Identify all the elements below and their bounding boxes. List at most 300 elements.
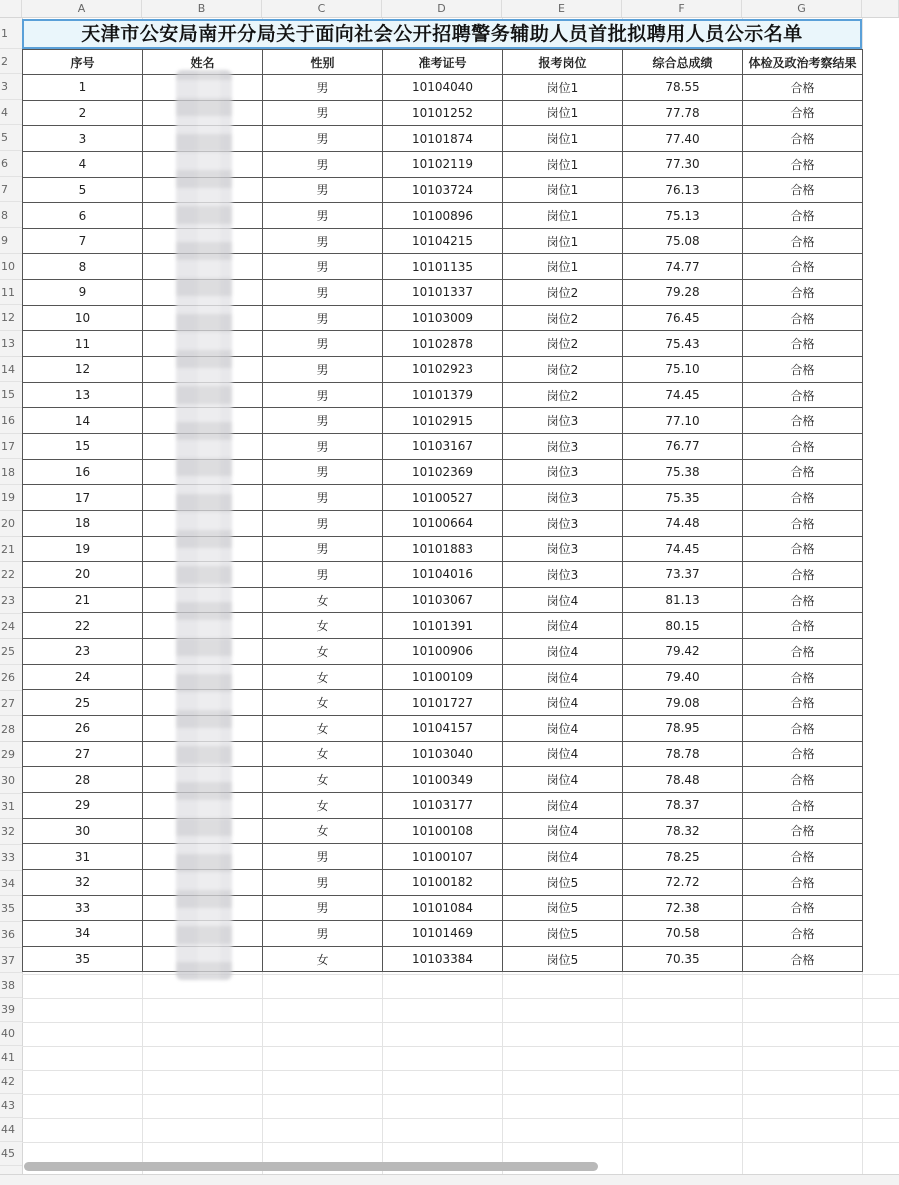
table-cell[interactable]: 72.38: [623, 895, 743, 921]
table-cell[interactable]: 合格: [743, 844, 863, 870]
table-cell[interactable]: 合格: [743, 536, 863, 562]
table-cell[interactable]: 岗位4: [503, 716, 623, 742]
row-header-bar: [0, 18, 23, 1184]
table-cell[interactable]: 77.78: [623, 100, 743, 126]
table-cell[interactable]: 10101391: [383, 613, 503, 639]
column-header-d[interactable]: D: [382, 0, 502, 17]
table-cell[interactable]: 岗位4: [503, 587, 623, 613]
table-cell[interactable]: 岗位3: [503, 510, 623, 536]
table-cell[interactable]: 合格: [743, 639, 863, 665]
table-cell[interactable]: 合格: [743, 716, 863, 742]
grid-row-line: [22, 1046, 899, 1047]
table-cell[interactable]: 10: [23, 305, 143, 331]
table-cell[interactable]: 岗位3: [503, 408, 623, 434]
table-cell[interactable]: 男: [263, 331, 383, 357]
table-cell[interactable]: 岗位3: [503, 485, 623, 511]
table-cell[interactable]: 合格: [743, 587, 863, 613]
table-cell[interactable]: 男: [263, 485, 383, 511]
row-header-23[interactable]: 23: [0, 588, 22, 614]
header-cell[interactable]: 准考证号: [383, 50, 503, 75]
table-cell[interactable]: 18: [23, 510, 143, 536]
row-header-18[interactable]: 18: [0, 460, 22, 486]
table-cell[interactable]: 男: [263, 75, 383, 101]
table-cell[interactable]: 合格: [743, 228, 863, 254]
row-header-1[interactable]: 1: [0, 18, 22, 49]
table-row: [23, 408, 863, 434]
table-cell[interactable]: 75.38: [623, 459, 743, 485]
table-row: [23, 587, 863, 613]
table-cell[interactable]: 合格: [743, 75, 863, 101]
table-cell[interactable]: 75.35: [623, 485, 743, 511]
table-cell[interactable]: 10102369: [383, 459, 503, 485]
table-cell[interactable]: 3: [23, 126, 143, 152]
table-cell[interactable]: 30: [23, 818, 143, 844]
table-cell[interactable]: 合格: [743, 767, 863, 793]
table-cell[interactable]: 岗位2: [503, 305, 623, 331]
row-header-45[interactable]: 45: [0, 1142, 22, 1166]
table-cell[interactable]: 26: [23, 716, 143, 742]
table-cell[interactable]: 10103384: [383, 946, 503, 972]
table-cell[interactable]: 75.13: [623, 203, 743, 229]
column-header-next[interactable]: [862, 0, 899, 17]
table-cell[interactable]: 女: [263, 664, 383, 690]
row-header-12[interactable]: 12: [0, 305, 22, 331]
row-header-43[interactable]: 43: [0, 1094, 22, 1118]
table-cell[interactable]: 岗位4: [503, 741, 623, 767]
table-row: [23, 536, 863, 562]
table-cell[interactable]: 男: [263, 280, 383, 306]
horizontal-scrollbar[interactable]: [24, 1162, 598, 1171]
grid-row-line: [22, 1094, 899, 1095]
table-cell[interactable]: 10101883: [383, 536, 503, 562]
table-cell[interactable]: 合格: [743, 100, 863, 126]
row-header-34[interactable]: 34: [0, 871, 22, 897]
table-cell[interactable]: 男: [263, 433, 383, 459]
table-cell[interactable]: 75.10: [623, 357, 743, 383]
table-cell[interactable]: 10103177: [383, 792, 503, 818]
row-header-22[interactable]: 22: [0, 562, 22, 588]
table-cell[interactable]: 10101252: [383, 100, 503, 126]
row-header-3[interactable]: 3: [0, 74, 22, 100]
table-cell[interactable]: 合格: [743, 382, 863, 408]
table-row: [23, 690, 863, 716]
row-header-26[interactable]: 26: [0, 665, 22, 691]
table-cell[interactable]: 10103009: [383, 305, 503, 331]
table-cell[interactable]: 合格: [743, 664, 863, 690]
table-cell[interactable]: 10102923: [383, 357, 503, 383]
table-cell[interactable]: 76.77: [623, 433, 743, 459]
table-row: [23, 254, 863, 280]
row-header-35[interactable]: 35: [0, 896, 22, 922]
table-row: [23, 844, 863, 870]
row-header-7[interactable]: 7: [0, 177, 22, 203]
table-cell[interactable]: 男: [263, 459, 383, 485]
row-header-39[interactable]: 39: [0, 998, 22, 1022]
row-header-10[interactable]: 10: [0, 254, 22, 280]
table-cell[interactable]: 合格: [743, 177, 863, 203]
table-cell[interactable]: 男: [263, 408, 383, 434]
table-cell[interactable]: 10103724: [383, 177, 503, 203]
table-cell[interactable]: 合格: [743, 510, 863, 536]
header-cell[interactable]: 姓名: [143, 50, 263, 75]
row-header-25[interactable]: 25: [0, 639, 22, 665]
table-cell[interactable]: 76.13: [623, 177, 743, 203]
table-cell[interactable]: 78.32: [623, 818, 743, 844]
table-cell[interactable]: 78.37: [623, 792, 743, 818]
table-cell[interactable]: 男: [263, 844, 383, 870]
table-cell[interactable]: 合格: [743, 151, 863, 177]
table-cell[interactable]: 75.08: [623, 228, 743, 254]
row-header-36[interactable]: 36: [0, 922, 22, 948]
table-cell[interactable]: 男: [263, 921, 383, 947]
table-cell[interactable]: 10101135: [383, 254, 503, 280]
table-row: [23, 177, 863, 203]
table-cell[interactable]: 男: [263, 254, 383, 280]
table-cell[interactable]: 80.15: [623, 613, 743, 639]
row-header-11[interactable]: 11: [0, 280, 22, 306]
column-header-g[interactable]: G: [742, 0, 862, 17]
table-cell[interactable]: 女: [263, 690, 383, 716]
row-header-16[interactable]: 16: [0, 408, 22, 434]
table-row: [23, 331, 863, 357]
row-header-40[interactable]: 40: [0, 1022, 22, 1046]
table-cell[interactable]: 女: [263, 818, 383, 844]
table-row: [23, 100, 863, 126]
table-cell[interactable]: 10101874: [383, 126, 503, 152]
header-cell[interactable]: 报考岗位: [503, 50, 623, 75]
row-header-29[interactable]: 29: [0, 742, 22, 768]
row-header-44[interactable]: 44: [0, 1118, 22, 1142]
table-cell[interactable]: 79.40: [623, 664, 743, 690]
row-header-8[interactable]: 8: [0, 203, 22, 229]
row-header-37[interactable]: 37: [0, 948, 22, 974]
row-header-27[interactable]: 27: [0, 691, 22, 717]
table-cell[interactable]: 22: [23, 613, 143, 639]
table-cell[interactable]: 10100664: [383, 510, 503, 536]
table-cell[interactable]: 10103167: [383, 433, 503, 459]
row-header-33[interactable]: 33: [0, 845, 22, 871]
table-cell[interactable]: 岗位4: [503, 844, 623, 870]
table-cell[interactable]: 20: [23, 562, 143, 588]
table-cell[interactable]: 岗位3: [503, 562, 623, 588]
grid-row-line: [22, 998, 899, 999]
table-cell[interactable]: 25: [23, 690, 143, 716]
table-cell[interactable]: 合格: [743, 741, 863, 767]
table-cell[interactable]: 合格: [743, 433, 863, 459]
table-cell[interactable]: 合格: [743, 408, 863, 434]
row-header-32[interactable]: 32: [0, 819, 22, 845]
table-cell[interactable]: 岗位4: [503, 690, 623, 716]
table-cell[interactable]: 岗位3: [503, 433, 623, 459]
table-row: [23, 305, 863, 331]
table-cell[interactable]: 合格: [743, 485, 863, 511]
table-cell[interactable]: 合格: [743, 357, 863, 383]
table-row: [23, 869, 863, 895]
table-row: [23, 280, 863, 306]
table-cell[interactable]: 岗位5: [503, 946, 623, 972]
table-cell[interactable]: 岗位1: [503, 151, 623, 177]
table-cell[interactable]: 34: [23, 921, 143, 947]
table-cell[interactable]: 男: [263, 869, 383, 895]
column-header-c[interactable]: C: [262, 0, 382, 17]
table-cell[interactable]: 10100896: [383, 203, 503, 229]
row-header-42[interactable]: 42: [0, 1070, 22, 1094]
table-cell[interactable]: 1: [23, 75, 143, 101]
table-cell[interactable]: 74.45: [623, 382, 743, 408]
table-cell[interactable]: 岗位5: [503, 921, 623, 947]
table-cell[interactable]: 5: [23, 177, 143, 203]
table-cell[interactable]: 合格: [743, 203, 863, 229]
table-cell[interactable]: 12: [23, 357, 143, 383]
table-cell[interactable]: 岗位2: [503, 382, 623, 408]
header-cell[interactable]: 综合总成绩: [623, 50, 743, 75]
row-header-14[interactable]: 14: [0, 357, 22, 383]
table-cell[interactable]: 79.42: [623, 639, 743, 665]
table-cell[interactable]: 27: [23, 741, 143, 767]
table-cell[interactable]: 10100108: [383, 818, 503, 844]
column-header-a[interactable]: A: [22, 0, 142, 17]
table-cell[interactable]: 岗位1: [503, 203, 623, 229]
row-header-9[interactable]: 9: [0, 228, 22, 254]
table-cell[interactable]: 75.43: [623, 331, 743, 357]
table-cell[interactable]: 33: [23, 895, 143, 921]
table-cell[interactable]: 男: [263, 510, 383, 536]
row-header-17[interactable]: 17: [0, 434, 22, 460]
table-row: [23, 792, 863, 818]
table-cell[interactable]: 28: [23, 767, 143, 793]
table-cell[interactable]: 72.72: [623, 869, 743, 895]
table-cell[interactable]: 10104040: [383, 75, 503, 101]
table-cell[interactable]: 合格: [743, 613, 863, 639]
table-cell[interactable]: 女: [263, 587, 383, 613]
row-header-13[interactable]: 13: [0, 331, 22, 357]
row-header-2[interactable]: 2: [0, 49, 22, 74]
table-cell[interactable]: 79.08: [623, 690, 743, 716]
row-header-41[interactable]: 41: [0, 1046, 22, 1070]
table-cell[interactable]: 16: [23, 459, 143, 485]
table-cell[interactable]: 35: [23, 946, 143, 972]
table-cell[interactable]: 23: [23, 639, 143, 665]
table-cell[interactable]: 29: [23, 792, 143, 818]
table-cell[interactable]: 76.45: [623, 305, 743, 331]
table-cell[interactable]: 10104215: [383, 228, 503, 254]
row-header-19[interactable]: 19: [0, 485, 22, 511]
column-header-f[interactable]: F: [622, 0, 742, 17]
table-cell[interactable]: 77.40: [623, 126, 743, 152]
table-cell[interactable]: 73.37: [623, 562, 743, 588]
table-cell[interactable]: 女: [263, 639, 383, 665]
table-cell[interactable]: 岗位1: [503, 177, 623, 203]
table-cell[interactable]: 15: [23, 433, 143, 459]
table-cell[interactable]: 岗位1: [503, 126, 623, 152]
table-cell[interactable]: 21: [23, 587, 143, 613]
table-cell[interactable]: 男: [263, 357, 383, 383]
table-cell[interactable]: 10101379: [383, 382, 503, 408]
row-header-5[interactable]: 5: [0, 125, 22, 151]
table-cell[interactable]: 合格: [743, 305, 863, 331]
row-header-24[interactable]: 24: [0, 614, 22, 640]
table-cell[interactable]: 70.35: [623, 946, 743, 972]
header-cell[interactable]: 体检及政治考察结果: [743, 50, 863, 75]
row-header-30[interactable]: 30: [0, 768, 22, 794]
row-header-6[interactable]: 6: [0, 151, 22, 177]
table-cell[interactable]: 合格: [743, 126, 863, 152]
table-cell[interactable]: 岗位5: [503, 895, 623, 921]
table-cell[interactable]: 合格: [743, 818, 863, 844]
table-cell[interactable]: 男: [263, 562, 383, 588]
table-row: [23, 767, 863, 793]
table-cell[interactable]: 合格: [743, 459, 863, 485]
table-cell[interactable]: 岗位4: [503, 664, 623, 690]
table-cell[interactable]: 74.77: [623, 254, 743, 280]
table-cell[interactable]: 19: [23, 536, 143, 562]
table-cell[interactable]: 10100182: [383, 869, 503, 895]
table-cell[interactable]: 男: [263, 895, 383, 921]
table-cell[interactable]: 10101084: [383, 895, 503, 921]
table-cell[interactable]: 8: [23, 254, 143, 280]
table-cell[interactable]: 7: [23, 228, 143, 254]
table-cell[interactable]: 男: [263, 203, 383, 229]
table-cell[interactable]: 10103040: [383, 741, 503, 767]
table-cell[interactable]: 男: [263, 228, 383, 254]
table-cell[interactable]: 10101337: [383, 280, 503, 306]
table-cell[interactable]: 10100906: [383, 639, 503, 665]
table-cell[interactable]: 合格: [743, 792, 863, 818]
table-cell[interactable]: 24: [23, 664, 143, 690]
table-cell[interactable]: 女: [263, 613, 383, 639]
table-cell[interactable]: 10102878: [383, 331, 503, 357]
row-header-38[interactable]: 38: [0, 974, 22, 998]
table-cell[interactable]: 10104016: [383, 562, 503, 588]
table-cell[interactable]: 81.13: [623, 587, 743, 613]
table-cell[interactable]: 岗位4: [503, 792, 623, 818]
table-cell[interactable]: 10102119: [383, 151, 503, 177]
table-cell[interactable]: 男: [263, 100, 383, 126]
table-cell[interactable]: 77.30: [623, 151, 743, 177]
table-cell[interactable]: 岗位2: [503, 357, 623, 383]
table-cell[interactable]: 31: [23, 844, 143, 870]
table-cell[interactable]: 男: [263, 382, 383, 408]
table-cell[interactable]: 岗位1: [503, 100, 623, 126]
table-cell[interactable]: 岗位2: [503, 280, 623, 306]
table-cell[interactable]: 岗位4: [503, 639, 623, 665]
table-cell[interactable]: 10100527: [383, 485, 503, 511]
table-cell[interactable]: 79.28: [623, 280, 743, 306]
table-cell[interactable]: 岗位4: [503, 767, 623, 793]
table-cell[interactable]: 10103067: [383, 587, 503, 613]
table-cell[interactable]: 岗位1: [503, 75, 623, 101]
table-cell[interactable]: 74.48: [623, 510, 743, 536]
sheet-title[interactable]: 天津市公安局南开分局关于面向社会公开招聘警务辅助人员首批拟聘用人员公示名单: [22, 19, 862, 49]
table-cell[interactable]: 70.58: [623, 921, 743, 947]
table-cell[interactable]: 74.45: [623, 536, 743, 562]
table-cell[interactable]: 女: [263, 792, 383, 818]
table-cell[interactable]: 男: [263, 126, 383, 152]
table-cell[interactable]: 10102915: [383, 408, 503, 434]
table-cell[interactable]: 女: [263, 767, 383, 793]
table-cell[interactable]: 合格: [743, 921, 863, 947]
table-cell[interactable]: 6: [23, 203, 143, 229]
table-cell[interactable]: 男: [263, 177, 383, 203]
table-cell[interactable]: 合格: [743, 562, 863, 588]
table-cell[interactable]: 男: [263, 151, 383, 177]
table-cell[interactable]: 10100107: [383, 844, 503, 870]
table-cell[interactable]: 男: [263, 305, 383, 331]
table-cell[interactable]: 10104157: [383, 716, 503, 742]
header-cell[interactable]: 序号: [23, 50, 143, 75]
table-row: [23, 664, 863, 690]
table-cell[interactable]: 岗位1: [503, 228, 623, 254]
table-row: [23, 895, 863, 921]
table-cell[interactable]: 岗位1: [503, 254, 623, 280]
table-cell[interactable]: 合格: [743, 946, 863, 972]
grid-row-line: [22, 1022, 899, 1023]
grid-row-line: [22, 1118, 899, 1119]
table-cell[interactable]: 女: [263, 741, 383, 767]
table-cell[interactable]: 岗位3: [503, 459, 623, 485]
table-cell[interactable]: 10101469: [383, 921, 503, 947]
row-header-15[interactable]: 15: [0, 382, 22, 408]
table-cell[interactable]: 岗位5: [503, 869, 623, 895]
table-cell[interactable]: 78.48: [623, 767, 743, 793]
table-cell[interactable]: 14: [23, 408, 143, 434]
table-cell[interactable]: 78.95: [623, 716, 743, 742]
table-cell[interactable]: 9: [23, 280, 143, 306]
table-cell[interactable]: 10100109: [383, 664, 503, 690]
table-cell[interactable]: 岗位2: [503, 331, 623, 357]
table-row: [23, 126, 863, 152]
table-row: [23, 613, 863, 639]
row-header-28[interactable]: 28: [0, 717, 22, 743]
select-all-corner[interactable]: [0, 0, 22, 17]
table-cell[interactable]: 11: [23, 331, 143, 357]
table-cell[interactable]: 10100349: [383, 767, 503, 793]
table-cell[interactable]: 2: [23, 100, 143, 126]
table-cell[interactable]: 78.25: [623, 844, 743, 870]
table-cell[interactable]: 4: [23, 151, 143, 177]
table-cell[interactable]: 合格: [743, 690, 863, 716]
table-cell[interactable]: 岗位3: [503, 536, 623, 562]
bottom-status-bar: [0, 1174, 899, 1185]
table-cell[interactable]: 17: [23, 485, 143, 511]
table-cell[interactable]: 78.55: [623, 75, 743, 101]
row-header-20[interactable]: 20: [0, 511, 22, 537]
column-header-b[interactable]: B: [142, 0, 262, 17]
table-cell[interactable]: 岗位4: [503, 613, 623, 639]
table-cell[interactable]: 女: [263, 716, 383, 742]
table-cell[interactable]: 77.10: [623, 408, 743, 434]
row-header-21[interactable]: 21: [0, 537, 22, 563]
table-cell[interactable]: 岗位4: [503, 818, 623, 844]
table-cell[interactable]: 78.78: [623, 741, 743, 767]
table-cell[interactable]: 13: [23, 382, 143, 408]
table-cell[interactable]: 合格: [743, 254, 863, 280]
column-header-e[interactable]: E: [502, 0, 622, 17]
table-cell[interactable]: 男: [263, 536, 383, 562]
table-row: [23, 203, 863, 229]
table-cell[interactable]: 10101727: [383, 690, 503, 716]
table-cell[interactable]: 合格: [743, 869, 863, 895]
table-cell[interactable]: 32: [23, 869, 143, 895]
table-cell[interactable]: 合格: [743, 280, 863, 306]
table-cell[interactable]: 合格: [743, 895, 863, 921]
table-cell[interactable]: 合格: [743, 331, 863, 357]
table-row: [23, 946, 863, 972]
table-cell[interactable]: 女: [263, 946, 383, 972]
row-header-31[interactable]: 31: [0, 794, 22, 820]
row-header-4[interactable]: 4: [0, 100, 22, 126]
header-cell[interactable]: 性别: [263, 50, 383, 75]
